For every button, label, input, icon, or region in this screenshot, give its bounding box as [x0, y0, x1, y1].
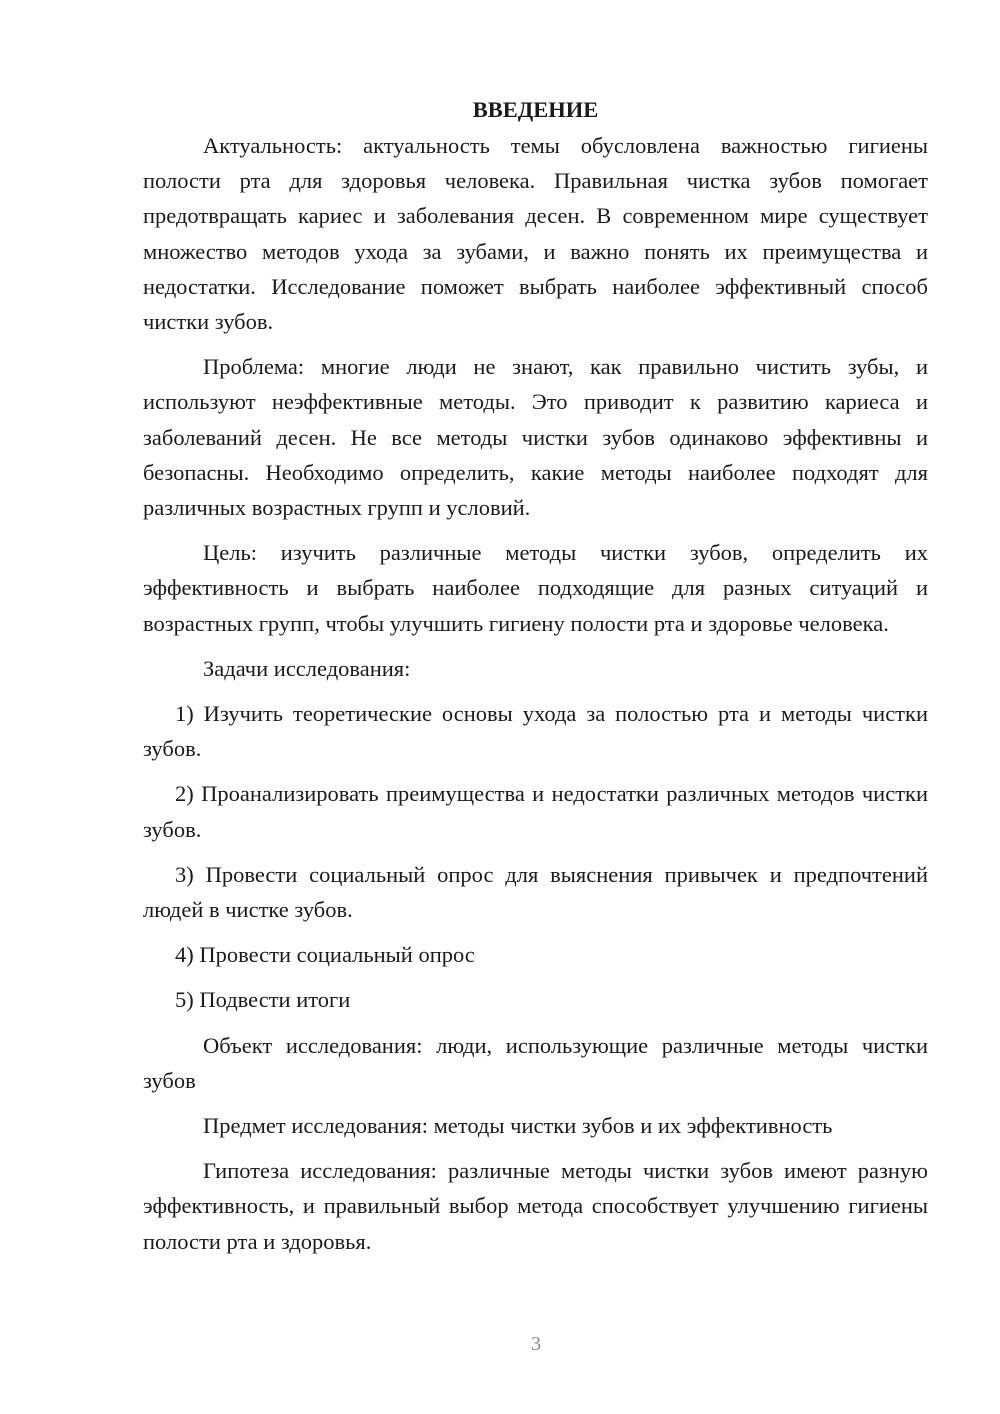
page-title: ВВЕДЕНИЕ: [472, 97, 599, 122]
task-item-5: 5) Подвести итоги: [175, 987, 351, 1013]
task-item-1: 1) Изучить теоретические основы ухода за полостью рта и методы чистки зубов.: [143, 701, 928, 762]
task-item-3: 3) Провести социальный опрос для выяснения привычек и предпочтений людей в чистке зубов.: [143, 861, 928, 923]
paragraph-hypothesis: Гипотеза исследования: различные методы чистки зубов имеют разную эффективность, и правильный выбор метода способствует улучшению гигиены полости рта и здоровья.: [143, 1158, 928, 1254]
tasks-heading: Задачи исследования:: [203, 655, 411, 681]
task-item-2: 2) Проанализировать преимущества и недостатки различных методов чистки зубов.: [143, 781, 928, 842]
paragraph-object: Объект исследования: люди, использующие различные методы чистки зубов: [143, 1032, 928, 1093]
task-item-4: 4) Провести социальный опрос: [175, 942, 475, 968]
paragraph-goal: Цель: изучить различные методы чистки зубов, определить их эффективность и выбрать наиболее подходящие для разных ситуаций и возрастных групп, чтобы улучшить гигиену полости рта и здоровье человека.: [143, 540, 928, 636]
paragraph-problem: Проблема: многие люди не знают, как правильно чистить зубы, и используют неэффективные методы. Это приводит к развитию кариеса и заболеваний десен. Не все методы чистки зубов одинаково эффективны и безопасны. Необходимо определить, какие методы наиболее подходят для различных возрастных групп и условий.: [143, 354, 928, 521]
paragraph-relevance: Актуальность: актуальность темы обусловлена важностью гигиены полости рта для здоровья человека. Правильная чистка зубов помогает предотвращать кариес и заболевания десен. В современном мире существует множество методов ухода за зубами, и важно понять их преимущества и недостатки. Исследование поможет выбрать наиболее эффективный способ чистки зубов.: [143, 133, 928, 335]
paragraph-subject: Предмет исследования: методы чистки зубов и их эффективность: [203, 1113, 833, 1139]
page-number: 3: [531, 1333, 541, 1355]
document-body: [143, 94, 928, 1269]
